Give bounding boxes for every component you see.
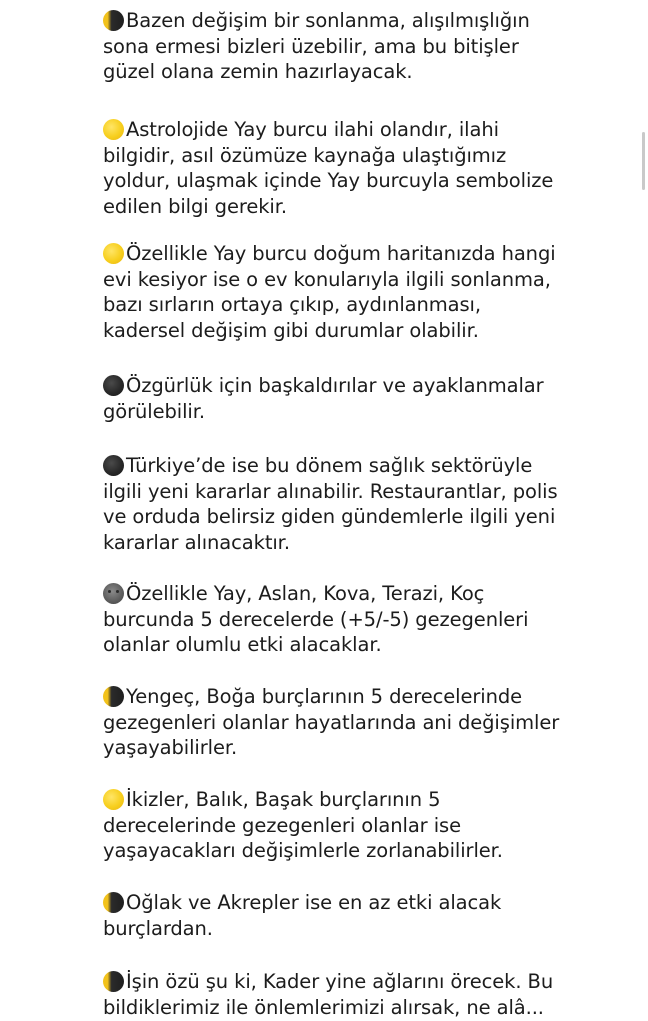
paragraph — [103, 117, 563, 219]
paragraph — [103, 373, 563, 424]
waning-crescent-moon-icon — [103, 686, 124, 707]
paragraph — [103, 581, 573, 658]
paragraph-text: Bazen değişim bir sonlanma, alışılmışlığın sona ermesi bizleri üzebilir, ama bu bitişler güzel olana zemin hazırlayacak. — [103, 9, 530, 83]
paragraph-text: Özellikle Yay, Aslan, Kova, Terazi, Koç burcunda 5 derecelerde (+5/-5) gezegenleri olanlar olumlu etki alacaklar. — [103, 582, 529, 656]
paragraph-text: Özgürlük için başkaldırılar ve ayaklanmalar görülebilir. — [103, 374, 544, 423]
paragraph-text: Özellikle Yay burcu doğum haritanızda hangi evi kesiyor ise o ev konularıyla ilgili sonlanma, bazı sırların ortaya çıkıp, aydınlanması, kadersel değişim gibi durumlar olabilir. — [103, 242, 556, 342]
scrollbar-thumb[interactable] — [642, 132, 645, 190]
full-moon-icon — [103, 119, 124, 140]
waning-crescent-moon-icon — [103, 10, 124, 31]
new-moon-face-icon — [103, 583, 124, 604]
new-moon-icon — [103, 455, 124, 476]
paragraph — [103, 890, 533, 941]
paragraph — [103, 787, 533, 864]
paragraph — [103, 241, 563, 343]
paragraph-text: İşin özü şu ki, Kader yine ağlarını örecek. Bu bildiklerimiz ile önlemlerimizi alırsak, ne alâ... — [103, 970, 554, 1019]
waning-crescent-moon-icon — [103, 892, 124, 913]
paragraph-text: Oğlak ve Akrepler ise en az etki alacak burçlardan. — [103, 891, 502, 940]
waning-crescent-moon-icon — [103, 971, 124, 992]
new-moon-icon — [103, 375, 124, 396]
paragraph-text: İkizler, Balık, Başak burçlarının 5 derecelerinde gezegenleri olanlar ise yaşayacakları değişimlerle zorlanabilirler. — [103, 788, 503, 862]
paragraph — [103, 453, 573, 555]
full-moon-icon — [103, 789, 124, 810]
paragraph-text: Astrolojide Yay burcu ilahi olandır, ilahi bilgidir, asıl özümüze kaynağa ulaştığımız yoldur, ulaşmak içinde Yay burcuyla sembolize edilen bilgi gerekir. — [103, 118, 554, 218]
paragraph-text: Türkiye’de ise bu dönem sağlık sektörüyle ilgili yeni kararlar alınabilir. Restaurantlar, polis ve orduda belirsiz giden gündemlerle ilgili yeni kararlar alınacaktır. — [103, 454, 558, 554]
paragraph — [103, 969, 573, 1020]
paragraph-text: Yengeç, Boğa burçlarının 5 derecelerinde gezegenleri olanlar hayatlarında ani değişimler yaşayabilirler. — [103, 685, 560, 759]
full-moon-icon — [103, 243, 124, 264]
paragraph — [103, 684, 573, 761]
paragraph — [103, 8, 543, 85]
